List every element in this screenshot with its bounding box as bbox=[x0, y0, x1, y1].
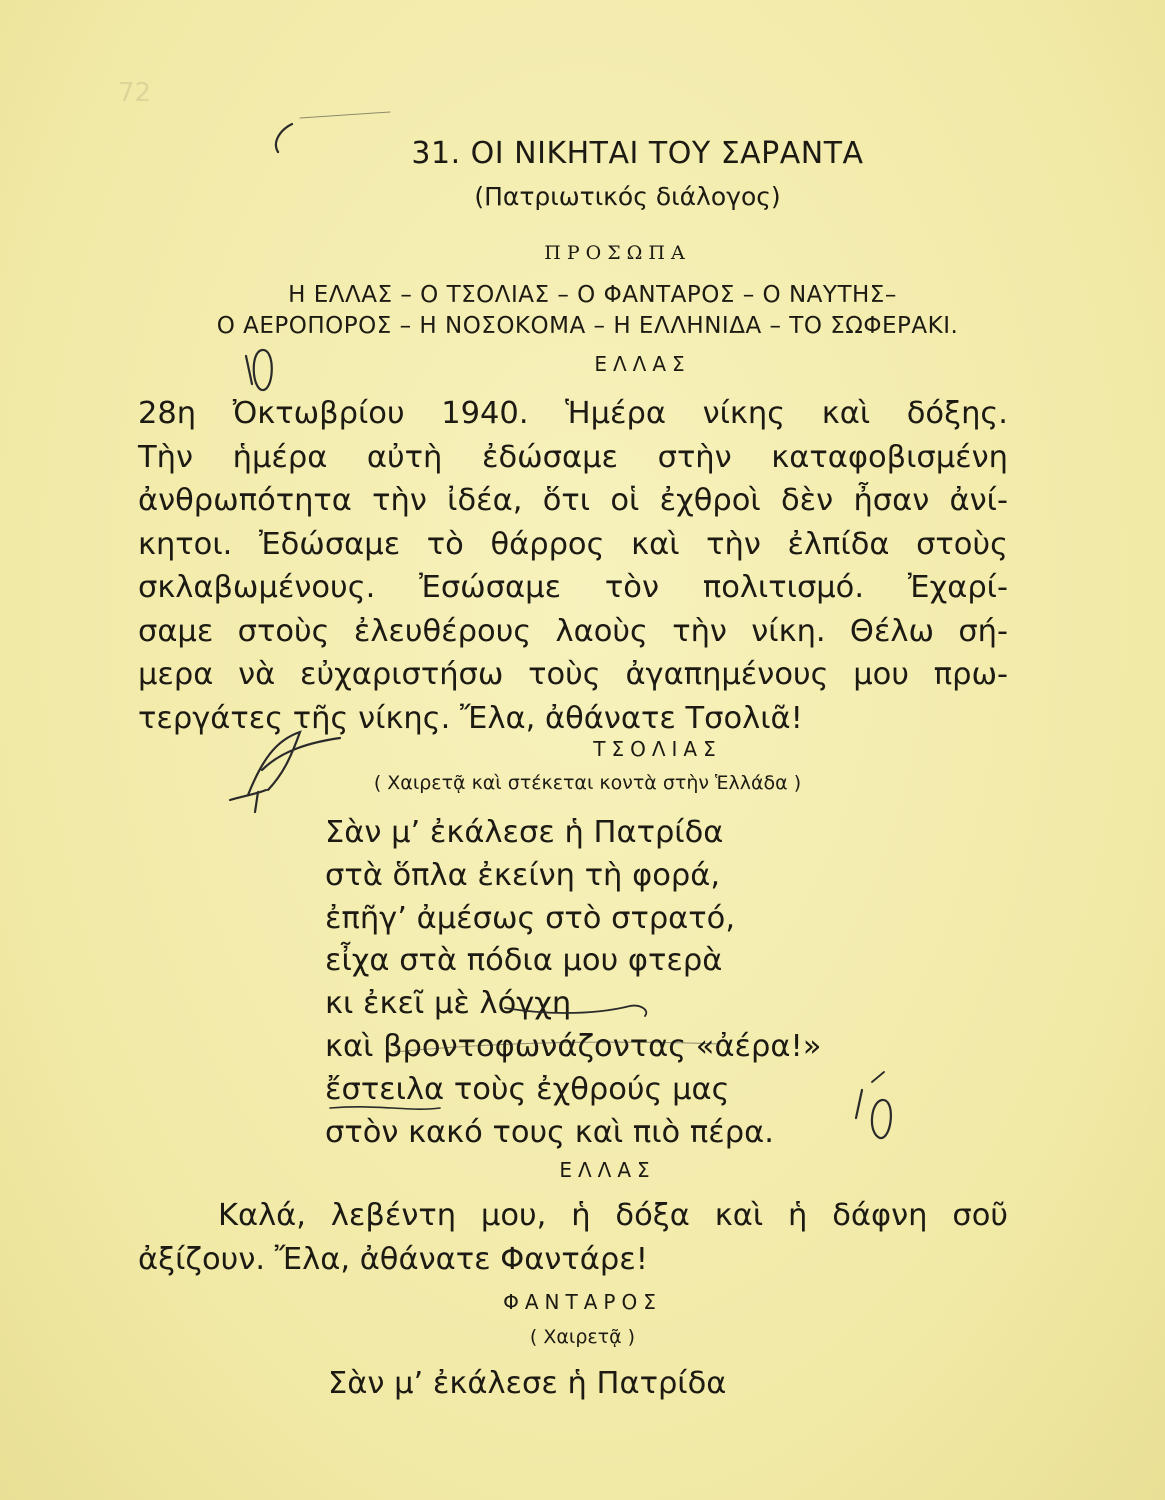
handwritten-ten-1 bbox=[246, 350, 272, 390]
verse-line: στὰ ὅπλα ἐκείνη τὴ φορά, bbox=[325, 857, 721, 893]
section-subtitle: (Πατριωτικός διάλογος) bbox=[474, 182, 781, 211]
speech-line: Τὴν ἡμέρα αὐτὴ ἐδώσαμε στὴν καταφοβισμένη bbox=[138, 439, 1008, 475]
persons-heading: ΠΡΟΣΩΠΑ bbox=[544, 242, 691, 264]
pencil-tick-mark bbox=[276, 124, 292, 152]
speech-line: 28η Ὀκτωβρίου 1940. Ἡμέρα νίκης καὶ δόξης. bbox=[138, 396, 1008, 431]
pencil-stroke bbox=[300, 112, 390, 118]
fantaros-verse-line: Σὰν μ’ ἐκάλεσε ἡ Πατρίδα bbox=[328, 1366, 727, 1401]
speech-line: σαμε στοὺς ἐλευθέρους λαοὺς τὴν νίκη. Θέλω σή- bbox=[138, 613, 1008, 649]
verse-line: ἐπῆγ’ ἀμέσως στὸ στρατό, bbox=[325, 900, 736, 936]
handwritten-scribble bbox=[230, 732, 340, 812]
speech-line: κητοι. Ἐδώσαμε τὸ θάρρος καὶ τὴν ἐλπίδα στοὺς bbox=[138, 526, 1008, 562]
speech-line: τεργάτες τῆς νίκης. Ἔλα, ἀθάνατε Τσολιᾶ! bbox=[138, 700, 803, 736]
speaker-fantaros: ΦΑΝΤΑΡΟΣ bbox=[503, 1290, 662, 1314]
pencil-tick bbox=[872, 1072, 884, 1082]
verse-line: Σὰν μ’ ἐκάλεσε ἡ Πατρίδα bbox=[325, 815, 724, 850]
verse-line: καὶ βροντοφωνάζοντας «ἀέρα!» bbox=[325, 1028, 822, 1064]
verse-line: στὸν κακό τους καὶ πιὸ πέρα. bbox=[325, 1114, 774, 1150]
stage-direction-fantaros: ( Χαιρετᾷ ) bbox=[529, 1326, 636, 1348]
section-title: 31. ΟΙ ΝΙΚΗΤΑΙ ΤΟΥ ΣΑΡΑΝΤΑ bbox=[411, 136, 864, 171]
cast-list-line-2: Ο ΑΕΡΟΠΟΡΟΣ – Η ΝΟΣΟΚΟΜΑ – Η ΕΛΛΗΝΙΔΑ – ΤΟ ΣΩΦΕΡΑΚΙ. bbox=[216, 313, 959, 339]
cast-list-line-1: Η ΕΛΛΑΣ – Ο ΤΣΟΛΙΑΣ – Ο ΦΑΝΤΑΡΟΣ – Ο ΝΑΥΤΗΣ– bbox=[288, 282, 897, 308]
page-number: 72 bbox=[118, 78, 152, 108]
speech-line: ἀνθρωπότητα τὴν ἰδέα, ὅτι οἱ ἐχθροὶ δὲν ἦσαν ἀνί- bbox=[138, 483, 1008, 518]
handwritten-ten-2 bbox=[856, 1090, 891, 1138]
verse-line: κι ἐκεῖ μὲ λόγχη bbox=[325, 986, 572, 1022]
pencil-underline bbox=[330, 1107, 440, 1109]
speech-line: μερα νὰ εὐχαριστήσω τοὺς ἀγαπημένους μου πρω- bbox=[138, 657, 1008, 692]
verse-line: εἶχα στὰ πόδια μου φτερὰ bbox=[325, 943, 723, 979]
speech-line: Καλά, λεβέντη μου, ἡ δόξα καὶ ἡ δάφνη σοῦ bbox=[218, 1198, 1008, 1233]
speech-line: ἀξίζουν. Ἔλα, ἀθάνατε Φαντάρε! bbox=[138, 1241, 648, 1277]
speaker-ellas: ΕΛΛΑΣ bbox=[594, 352, 691, 376]
verse-line: ἔστειλα τοὺς ἐχθρούς μας bbox=[325, 1071, 730, 1107]
pencil-underline bbox=[395, 1042, 720, 1052]
stage-direction-tsolias: ( Χαιρετᾷ καὶ στέκεται κοντὰ στὴν Ἑλλάδα ) bbox=[373, 772, 802, 794]
speech-line: σκλαβωμένους. Ἐσώσαμε τὸν πολιτισμό. Ἐχαρί- bbox=[138, 570, 1008, 605]
speaker-tsolias: ΤΣΟΛΙΑΣ bbox=[593, 737, 722, 761]
pencil-underline bbox=[505, 1006, 646, 1016]
speaker-ellas-2: ΕΛΛΑΣ bbox=[559, 1158, 656, 1182]
